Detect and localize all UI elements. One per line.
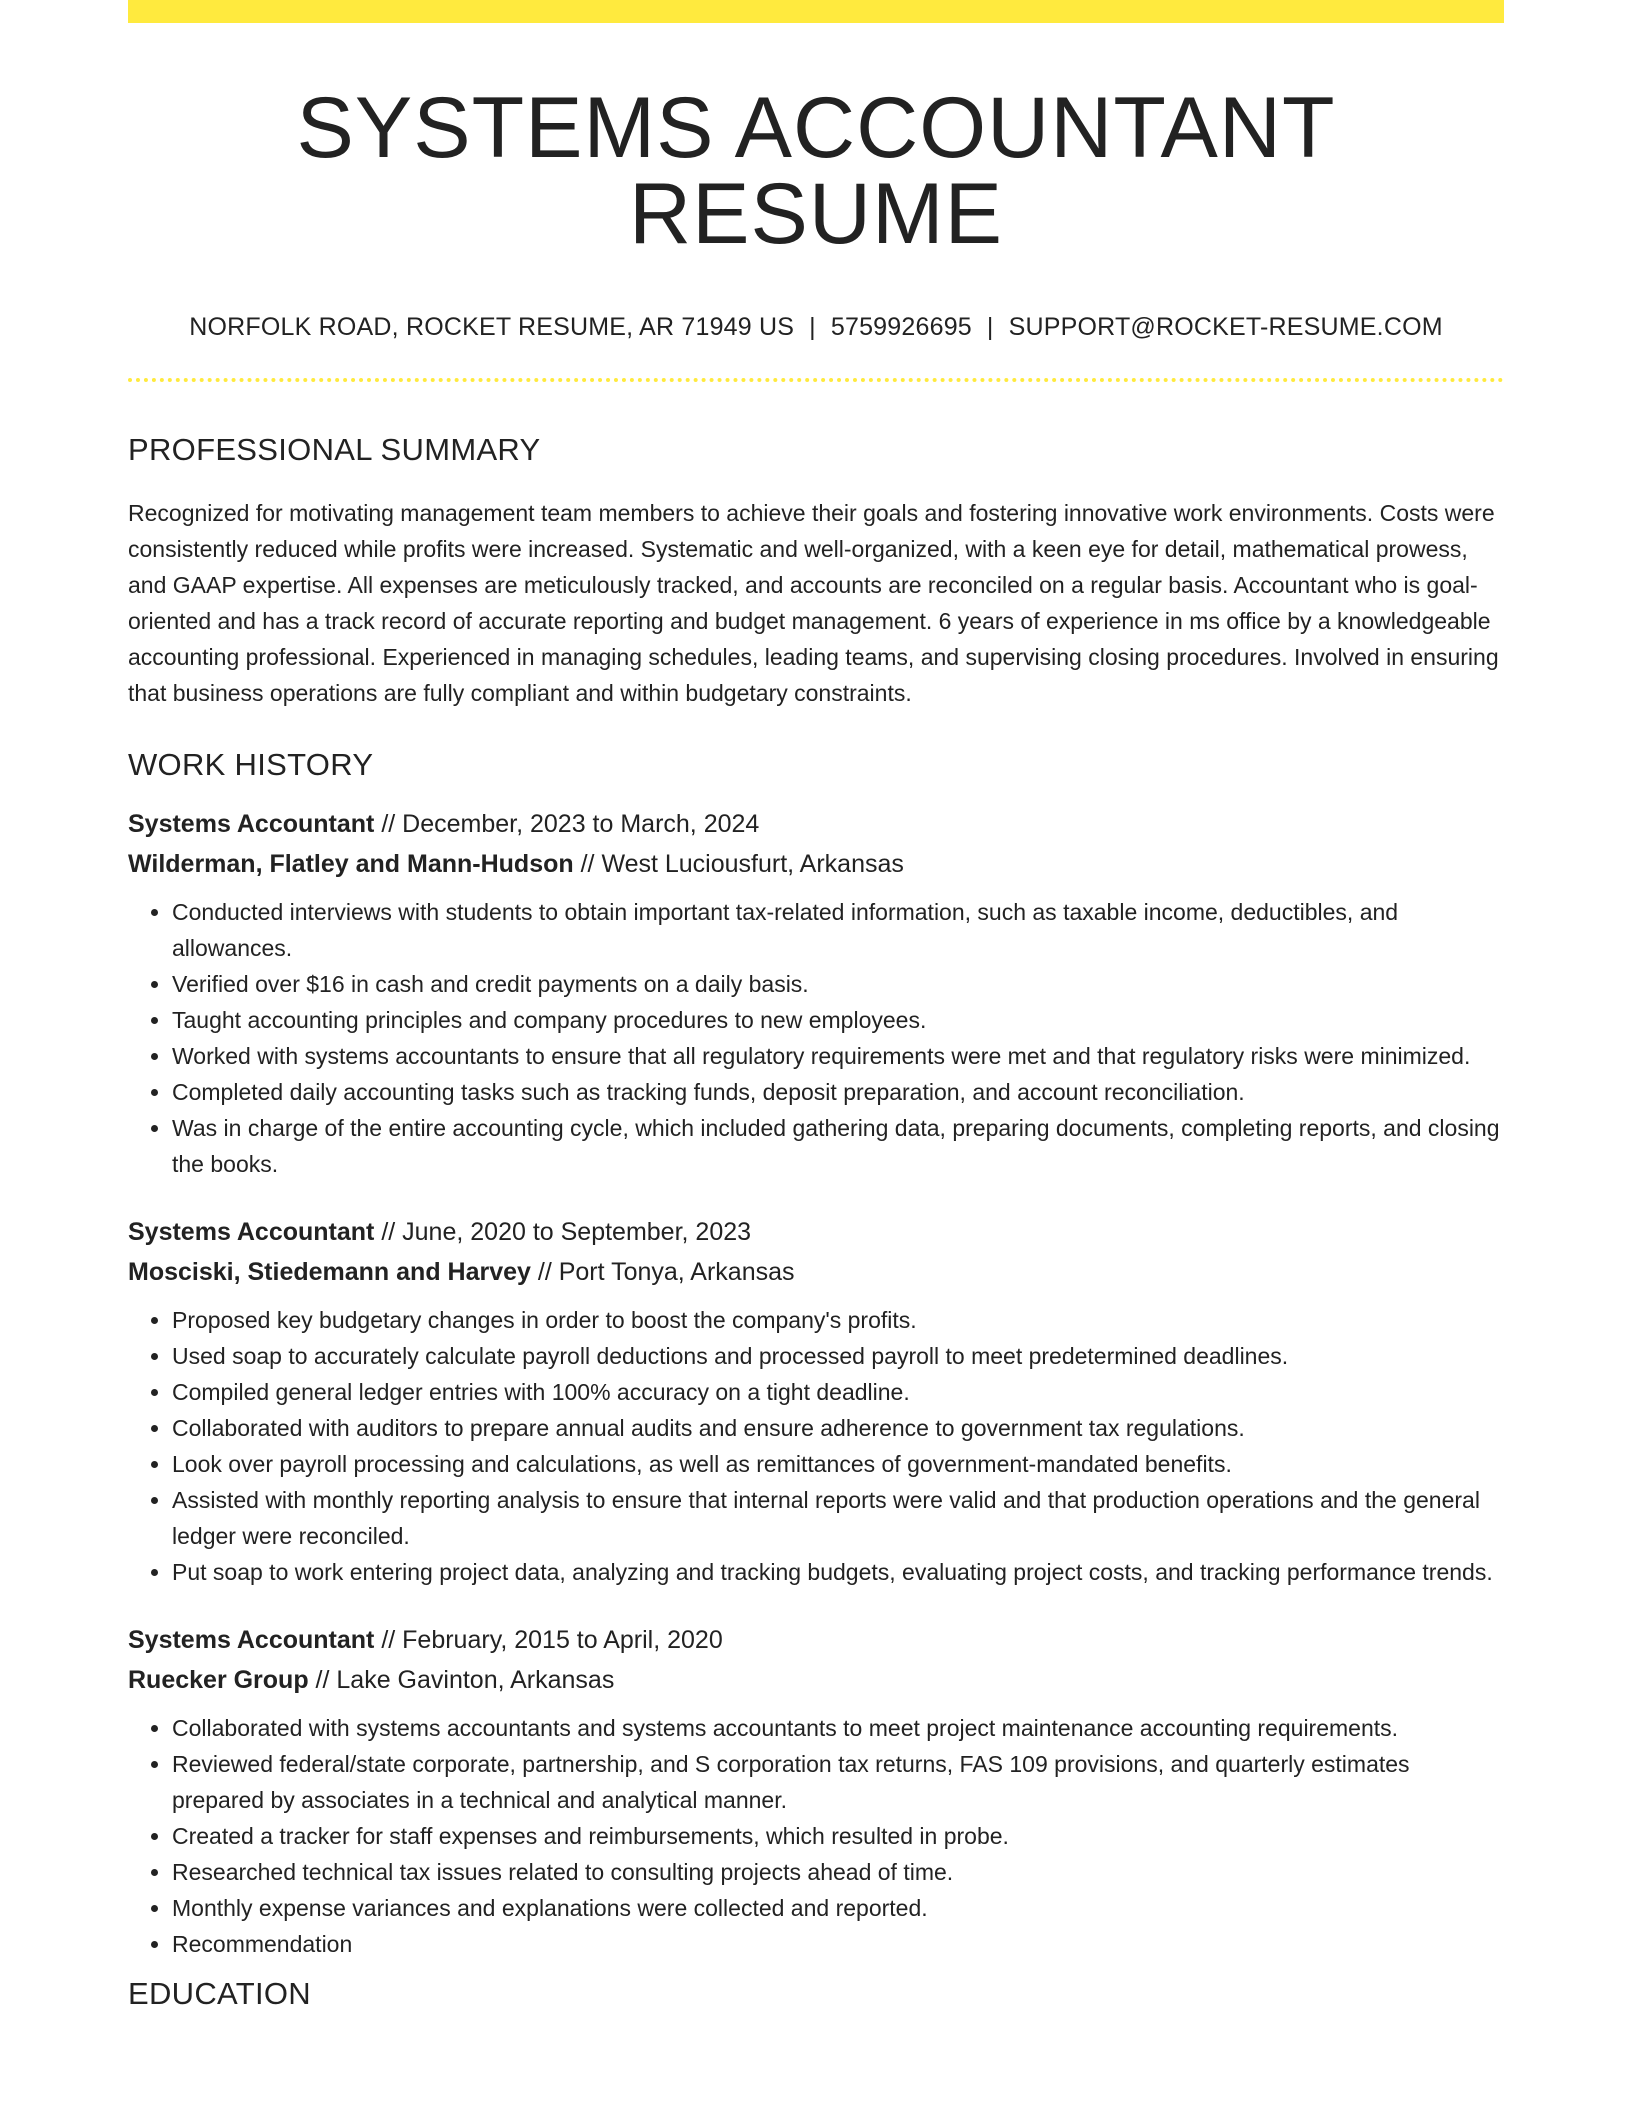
contact-phone: 5759926695 <box>830 313 972 341</box>
job-company: Mosciski, Stiedemann and Harvey <box>128 1258 531 1286</box>
job-dates: // December, 2023 to March, 2024 <box>374 810 760 838</box>
job-bullet: • Collaborated with auditors to prepare annual audits and ensure adherence to government tax regulations. <box>172 1410 1504 1446</box>
job-entry <box>128 1620 1504 1962</box>
job-bullet: • Monthly expense variances and explanations were collected and reported. <box>172 1890 1504 1926</box>
dotted-divider <box>128 378 1504 382</box>
contact-separator: | <box>986 313 994 341</box>
job-company: Ruecker Group <box>128 1666 309 1694</box>
job-bullet: • Completed daily accounting tasks such as tracking funds, deposit preparation, and account reconciliation. <box>172 1074 1504 1110</box>
job-bullet: • Verified over $16 in cash and credit payments on a daily basis. <box>172 966 1504 1002</box>
contact-separator: | <box>809 313 816 341</box>
job-bullet: • Taught accounting principles and company procedures to new employees. <box>172 1002 1504 1038</box>
summary-heading: PROFESSIONAL SUMMARY <box>128 432 541 467</box>
job-entry <box>128 1212 1504 1590</box>
job-bullet: • Compiled general ledger entries with 100% accuracy on a tight deadline. <box>172 1374 1504 1410</box>
job-bullet: • Was in charge of the entire accounting cycle, which included gathering data, preparing documents, completing reports, and closing the books. <box>172 1110 1504 1182</box>
job-bullet: • Look over payroll processing and calculations, as well as remittances of government-mandated benefits. <box>172 1446 1504 1482</box>
job-company-line <box>128 1660 1504 1700</box>
job-dates: // June, 2020 to September, 2023 <box>374 1218 752 1246</box>
job-location: // Port Tonya, Arkansas <box>530 1258 795 1286</box>
job-bullet: • Proposed key budgetary changes in order to boost the company's profits. <box>172 1302 1504 1338</box>
job-bullet: • Created a tracker for staff expenses and reimbursements, which resulted in probe. <box>172 1818 1504 1854</box>
job-bullet: • Conducted interviews with students to obtain important tax-related information, such as taxable income, deductibles, and allowances. <box>172 894 1504 966</box>
job-bullets <box>128 894 1504 1182</box>
job-company-line <box>128 844 1504 884</box>
job-title: Systems Accountant <box>128 1626 375 1654</box>
job-dates: // February, 2015 to April, 2020 <box>374 1626 723 1654</box>
job-bullet: • Put soap to work entering project data, analyzing and tracking budgets, evaluating project costs, and tracking performance trends. <box>172 1554 1504 1590</box>
job-title: Systems Accountant <box>128 810 375 838</box>
job-bullet: • Assisted with monthly reporting analysis to ensure that internal reports were valid and that production operations and the general ledger were reconciled. <box>172 1482 1504 1554</box>
job-company-line <box>128 1252 1504 1292</box>
work-history-heading: WORK HISTORY <box>128 747 374 782</box>
summary-text: Recognized for motivating management team members to achieve their goals and fostering innovative work environments. Costs were consistently reduced while profits were increased. Systematic and well-organized, with a keen eye for detail, mathematical prowess, and GAAP expertise. All expenses are meticulously tracked, and accounts are reconciled on a regular basis. Accountant who is goal-oriented and has a track record of accurate reporting and budget management. 6 years of experience in ms office by a knowledgeable accounting professional. Experienced in managing schedules, leading teams, and supervising closing procedures. Involved in ensuring that business operations are fully compliant and within budgetary constraints. <box>128 500 1499 706</box>
contact-line <box>128 315 1504 340</box>
contact-email: SUPPORT@ROCKET-RESUME.COM <box>1008 313 1443 341</box>
job-location: // Lake Gavinton, Arkansas <box>308 1666 615 1694</box>
job-entry <box>128 804 1504 1182</box>
education-heading: EDUCATION <box>128 1976 311 2011</box>
resume-title: SYSTEMS ACCOUNTANT RESUME <box>296 80 1336 262</box>
job-bullets <box>128 1710 1504 1962</box>
job-bullet: • Collaborated with systems accountants and systems accountants to meet project maintenance accounting requirements. <box>172 1710 1504 1746</box>
job-bullet: • Used soap to accurately calculate payroll deductions and processed payroll to meet predetermined deadlines. <box>172 1338 1504 1374</box>
job-title: Systems Accountant <box>128 1218 375 1246</box>
job-title-line <box>128 1620 1504 1660</box>
resume-page <box>128 0 1504 2009</box>
job-bullet: • Reviewed federal/state corporate, partnership, and S corporation tax returns, FAS 109 provisions, and quarterly estimates prepared by associates in a technical and analytical manner. <box>172 1746 1504 1818</box>
contact-address: NORFOLK ROAD, ROCKET RESUME, AR 71949 US <box>189 313 795 341</box>
job-bullets <box>128 1302 1504 1590</box>
job-bullet: • Researched technical tax issues related to consulting projects ahead of time. <box>172 1854 1504 1890</box>
job-title-line <box>128 1212 1504 1252</box>
job-bullet: • Recommendation <box>172 1926 1504 1962</box>
top-accent-bar <box>128 0 1504 23</box>
job-title-line <box>128 804 1504 844</box>
job-company: Wilderman, Flatley and Mann-Hudson <box>128 850 574 878</box>
job-bullet: • Worked with systems accountants to ensure that all regulatory requirements were met and that regulatory risks were minimized. <box>172 1038 1504 1074</box>
job-location: // West Luciousfurt, Arkansas <box>573 850 904 878</box>
